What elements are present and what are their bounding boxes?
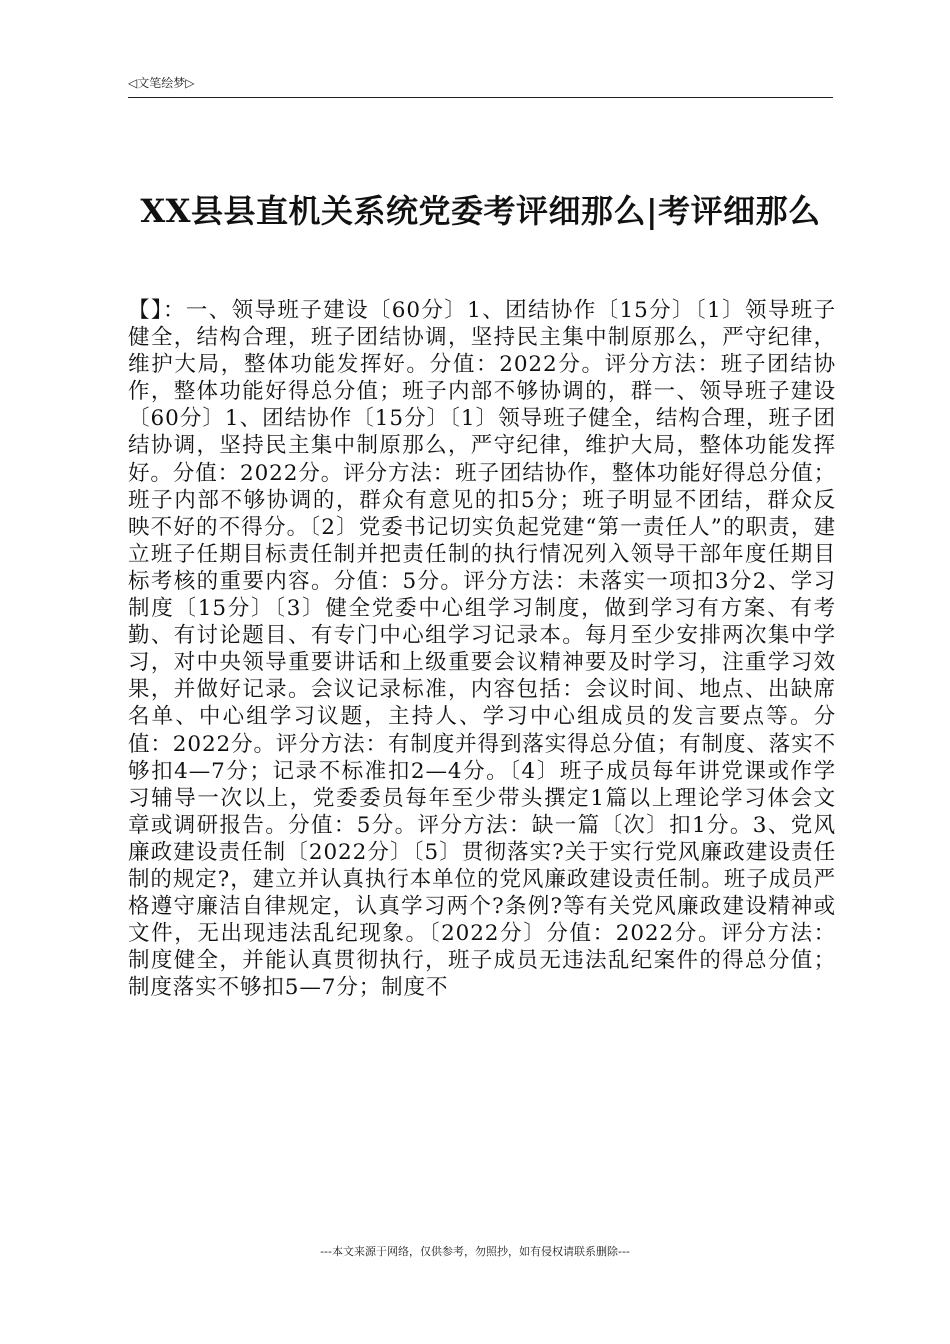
document-body: 【】：一、领导班子建设〔60分〕1、团结协作〔15分〕〔1〕领导班子健全，结构合理，班子团结协调，坚持民主集中制原那么，严守纪律，维护大局，整体功能发挥好。分值：2022分。评分方法：班子团结协作，整体功能好得总分值；班子内部不够协调的，群一、领导班子建设〔60分〕1、团结协作〔15分〕〔1〕领导班子健全，结构合理，班子团结协调，坚持民主集中制原那么，严守纪律，维护大局，整体功能发挥好。分值：2022分。评分方法：班子团结协作，整体功能好得总分值；班子内部不够协调的，群众有意见的扣5分；班子明显不团结，群众反映不好的不得分。〔2〕党委书记切实负起党建“第一责任人”的职责，建立班子任期目标责任制并把责任制的执行情况列入领导干部年度任期目标考核的重要内容。分值：5分。评分方法：未落实一项扣3分2、学习制度〔15分〕〔3〕健全党委中心组学习制度，做到学习有方案、有考勤、有讨论题目、有专门中心组学习记录本。每月至少安排两次集中学习，对中央领导重要讲话和上级重要会议精神要及时学习，注重学习效果，并做好记录。会议记录标准，内容包括：会议时间、地点、出缺席名单、中心组学习议题，主持人、学习中心组成员的发言要点等。分值：2022分。评分方法：有制度并得到落实得总分值；有制度、落实不够扣4—7分；记录不标准扣2—4分。〔4〕班子成员每年讲党课或作学习辅导一次以上，党委委员每年至少带头撰定1篇以上理论学习体会文章或调研报告。分值：5分。评分方法：缺一篇〔次〕扣1分。3、党风廉政建设责任制〔2022分〕〔5〕贯彻落实?关于实行党风廉政建设责任制的规定?，建立并认真执行本单位的党风廉政建设责任制。班子成员严格遵守廉洁自律规定，认真学习两个?条例?等有关党风廉政建设精神或文件，无出现违法乱纪现象。〔2022分〕分值：2022分。评分方法：制度健全，并能认真贯彻执行，班子成员无违法乱纪案件的得总分值；制度落实不够扣5—7分；制度不 [128,298,836,1001]
header-divider [128,97,833,98]
document-title: XX县县直机关系统党委考评细那么|考评细那么 [140,192,821,230]
header-brand: ◁文笔绘梦▷ [128,76,195,90]
footer-disclaimer: ---本文来源于网络，仅供参考，勿照抄，如有侵权请联系删除--- [320,1245,630,1258]
